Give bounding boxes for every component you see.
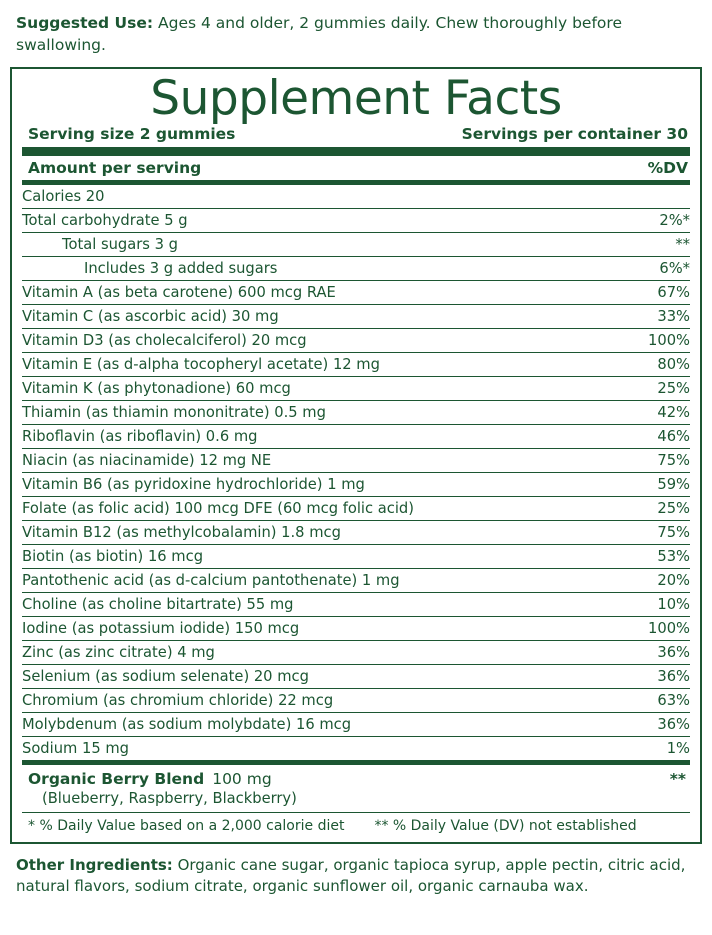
- footnote-dv-not-established: ** % Daily Value (DV) not established: [374, 817, 637, 834]
- nutrient-dv: 33%: [625, 304, 690, 328]
- nutrient-dv: 36%: [625, 640, 690, 664]
- nutrient-dv: 25%: [625, 496, 690, 520]
- suggested-use-label: Suggested Use:: [16, 14, 154, 32]
- nutrient-row: [22, 400, 690, 424]
- nutrient-row: [22, 736, 690, 760]
- nutrient-dv: 75%: [625, 448, 690, 472]
- dv-header-label: %DV: [647, 158, 688, 177]
- nutrient-name: Vitamin B6 (as pyridoxine hydrochloride) 1 mg: [22, 472, 625, 496]
- nutrient-dv: 100%: [625, 616, 690, 640]
- nutrient-dv: 67%: [625, 280, 690, 304]
- amount-per-serving-row: [22, 156, 690, 180]
- nutrient-name: Zinc (as zinc citrate) 4 mg: [22, 640, 625, 664]
- nutrient-name: Chromium (as chromium chloride) 22 mcg: [22, 688, 625, 712]
- servings-per-container: Servings per container 30: [461, 124, 688, 143]
- nutrient-row: [22, 256, 690, 280]
- blend-name-group: [28, 770, 272, 788]
- nutrient-row: [22, 328, 690, 352]
- nutrient-name: Total sugars 3 g: [22, 232, 625, 256]
- nutrient-row: [22, 376, 690, 400]
- nutrient-dv: 36%: [625, 712, 690, 736]
- nutrient-dv: 42%: [625, 400, 690, 424]
- nutrient-dv: 63%: [625, 688, 690, 712]
- nutrient-row: [22, 544, 690, 568]
- nutrient-dv: 100%: [625, 328, 690, 352]
- nutrient-name: Vitamin A (as beta carotene) 600 mcg RAE: [22, 280, 625, 304]
- other-ingredients-label: Other Ingredients:: [16, 855, 173, 874]
- nutrient-name: Folate (as folic acid) 100 mcg DFE (60 mcg folic acid): [22, 496, 625, 520]
- nutrient-name: Iodine (as potassium iodide) 150 mcg: [22, 616, 625, 640]
- nutrient-row: [22, 185, 690, 209]
- nutrient-row: [22, 424, 690, 448]
- nutrient-name: Choline (as choline bitartrate) 55 mg: [22, 592, 625, 616]
- nutrient-row: [22, 616, 690, 640]
- nutrient-row: [22, 472, 690, 496]
- nutrient-row: [22, 232, 690, 256]
- nutrient-name: Molybdenum (as sodium molybdate) 16 mcg: [22, 712, 625, 736]
- nutrient-row: [22, 304, 690, 328]
- other-ingredients-text: Organic cane sugar, organic tapioca syrup, apple pectin, citric acid, natural flavors, sodium citrate, organic sunflower oil, organic carnauba wax.: [16, 855, 686, 896]
- nutrient-row: [22, 208, 690, 232]
- nutrient-name: Thiamin (as thiamin mononitrate) 0.5 mg: [22, 400, 625, 424]
- nutrient-name: Includes 3 g added sugars: [22, 256, 625, 280]
- nutrient-name: Vitamin E (as d-alpha tocopheryl acetate) 12 mg: [22, 352, 625, 376]
- nutrient-dv: 46%: [625, 424, 690, 448]
- nutrient-row: [22, 568, 690, 592]
- suggested-use-paragraph: [10, 0, 702, 67]
- serving-info-row: [22, 123, 690, 146]
- nutrient-name: Pantothenic acid (as d-calcium pantothenate) 1 mg: [22, 568, 625, 592]
- nutrient-name: Vitamin B12 (as methylcobalamin) 1.8 mcg: [22, 520, 625, 544]
- nutrient-dv: 36%: [625, 664, 690, 688]
- nutrient-row: [22, 448, 690, 472]
- blend-name: Organic Berry Blend: [28, 769, 205, 788]
- blend-dv: **: [669, 769, 686, 788]
- blend-amount: 100 mg: [212, 769, 272, 788]
- nutrient-row: [22, 712, 690, 736]
- panel-title: Supplement Facts: [150, 70, 562, 126]
- nutrient-row: [22, 640, 690, 664]
- amount-per-serving-label: Amount per serving: [28, 158, 202, 177]
- footnote-daily-value: * % Daily Value based on a 2,000 calorie diet: [28, 817, 345, 834]
- blend-subingredients: (Blueberry, Raspberry, Blackberry): [42, 789, 297, 807]
- nutrient-name: Vitamin K (as phytonadione) 60 mcg: [22, 376, 625, 400]
- nutrient-dv: 59%: [625, 472, 690, 496]
- nutrient-name: Vitamin C (as ascorbic acid) 30 mg: [22, 304, 625, 328]
- nutrient-row: [22, 280, 690, 304]
- nutrient-name: Biotin (as biotin) 16 mcg: [22, 544, 625, 568]
- supplement-facts-panel: [10, 67, 702, 844]
- nutrient-name: Sodium 15 mg: [22, 739, 129, 757]
- nutrient-dv: [625, 185, 690, 209]
- serving-size: Serving size 2 gummies: [28, 124, 236, 143]
- nutrient-dv: 80%: [625, 352, 690, 376]
- nutrient-name: Vitamin D3 (as cholecalciferol) 20 mcg: [22, 328, 625, 352]
- nutrient-row: [22, 592, 690, 616]
- nutrient-name: Selenium (as sodium selenate) 20 mcg: [22, 664, 625, 688]
- nutrient-row: [22, 664, 690, 688]
- nutrient-dv: 1%: [666, 739, 690, 757]
- nutrient-dv: **: [625, 232, 690, 256]
- nutrient-dv: 53%: [625, 544, 690, 568]
- nutrient-dv: 25%: [625, 376, 690, 400]
- nutrient-name: Calories 20: [22, 185, 625, 209]
- other-ingredients-paragraph: [10, 844, 702, 904]
- nutrient-name: Riboflavin (as riboflavin) 0.6 mg: [22, 424, 625, 448]
- nutrient-name: Niacin (as niacinamide) 12 mg NE: [22, 448, 625, 472]
- nutrient-dv: 10%: [625, 592, 690, 616]
- divider-thick-top: [22, 147, 690, 156]
- nutrient-row: [22, 352, 690, 376]
- nutrient-dv: 75%: [625, 520, 690, 544]
- suggested-use-text: Ages 4 and older, 2 gummies daily. Chew thoroughly before swallowing.: [16, 14, 622, 55]
- nutrient-row: [22, 520, 690, 544]
- nutrient-dv: 20%: [625, 568, 690, 592]
- nutrient-dv: 2%*: [625, 208, 690, 232]
- footnote-row: [22, 813, 690, 836]
- blend-row: [22, 765, 690, 789]
- nutrient-row: [22, 688, 690, 712]
- nutrients-table-body: [22, 185, 690, 760]
- nutrient-dv: 6%*: [625, 256, 690, 280]
- nutrient-row: [22, 496, 690, 520]
- nutrients-table: [22, 185, 690, 760]
- nutrient-name: Total carbohydrate 5 g: [22, 208, 625, 232]
